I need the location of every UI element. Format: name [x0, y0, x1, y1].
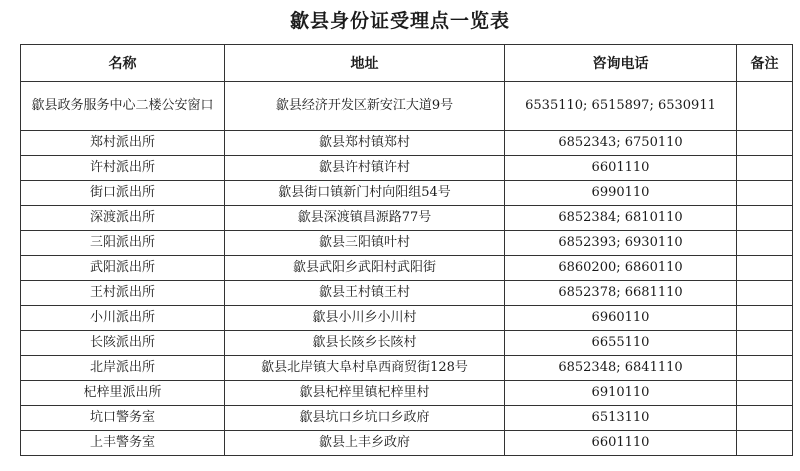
cell-phone: 6990110 [505, 181, 737, 206]
cell-address: 歙县杞梓里镇杞梓里村 [225, 381, 505, 406]
header-name: 名称 [21, 45, 225, 82]
cell-address: 歙县长陔乡长陔村 [225, 331, 505, 356]
cell-phone: 6601110 [505, 156, 737, 181]
cell-note [737, 381, 793, 406]
table-header-row [21, 45, 793, 82]
cell-address: 歙县三阳镇叶村 [225, 231, 505, 256]
table-row [21, 256, 793, 281]
cell-address: 歙县武阳乡武阳村武阳街 [225, 256, 505, 281]
cell-phone: 6910110 [505, 381, 737, 406]
cell-phone: 6852384; 6810110 [505, 206, 737, 231]
cell-note [737, 82, 793, 131]
cell-note [737, 131, 793, 156]
cell-name: 武阳派出所 [21, 256, 225, 281]
cell-address: 歙县经济开发区新安江大道9号 [225, 82, 505, 131]
cell-note [737, 206, 793, 231]
cell-note [737, 406, 793, 431]
header-note: 备注 [737, 45, 793, 82]
cell-name: 上丰警务室 [21, 431, 225, 456]
cell-note [737, 431, 793, 456]
cell-name: 小川派出所 [21, 306, 225, 331]
cell-name: 许村派出所 [21, 156, 225, 181]
cell-address: 歙县北岸镇大阜村阜西商贸街128号 [225, 356, 505, 381]
table-row [21, 406, 793, 431]
cell-address: 歙县街口镇新门村向阳组54号 [225, 181, 505, 206]
table-row [21, 82, 793, 131]
cell-address: 歙县上丰乡政府 [225, 431, 505, 456]
cell-name: 歙县政务服务中心二楼公安窗口 [21, 82, 225, 131]
cell-phone: 6960110 [505, 306, 737, 331]
cell-phone: 6852393; 6930110 [505, 231, 737, 256]
header-address: 地址 [225, 45, 505, 82]
table-row [21, 431, 793, 456]
cell-note [737, 156, 793, 181]
cell-name: 街口派出所 [21, 181, 225, 206]
cell-note [737, 306, 793, 331]
cell-name: 坑口警务室 [21, 406, 225, 431]
cell-address: 歙县坑口乡坑口乡政府 [225, 406, 505, 431]
cell-note [737, 281, 793, 306]
cell-note [737, 256, 793, 281]
cell-phone: 6655110 [505, 331, 737, 356]
cell-phone: 6513110 [505, 406, 737, 431]
cell-name: 王村派出所 [21, 281, 225, 306]
service-points-table [20, 44, 793, 456]
cell-name: 深渡派出所 [21, 206, 225, 231]
cell-note [737, 231, 793, 256]
table-row [21, 306, 793, 331]
cell-name: 杞梓里派出所 [21, 381, 225, 406]
cell-phone: 6535110; 6515897; 6530911 [505, 82, 737, 131]
table-row [21, 356, 793, 381]
table-row [21, 181, 793, 206]
cell-name: 郑村派出所 [21, 131, 225, 156]
cell-phone: 6860200; 6860110 [505, 256, 737, 281]
cell-phone: 6601110 [505, 431, 737, 456]
page-title: 歙县身份证受理点一览表 [289, 10, 510, 32]
header-phone: 咨询电话 [505, 45, 737, 82]
cell-name: 长陔派出所 [21, 331, 225, 356]
cell-note [737, 356, 793, 381]
cell-note [737, 181, 793, 206]
cell-address: 歙县郑村镇郑村 [225, 131, 505, 156]
cell-phone: 6852343; 6750110 [505, 131, 737, 156]
table-row [21, 331, 793, 356]
table-row [21, 156, 793, 181]
cell-name: 三阳派出所 [21, 231, 225, 256]
cell-note [737, 331, 793, 356]
table-row [21, 281, 793, 306]
cell-address: 歙县深渡镇昌源路77号 [225, 206, 505, 231]
table-row [21, 131, 793, 156]
cell-phone: 6852378; 6681110 [505, 281, 737, 306]
cell-address: 歙县许村镇许村 [225, 156, 505, 181]
table-row [21, 381, 793, 406]
table-row [21, 231, 793, 256]
cell-address: 歙县王村镇王村 [225, 281, 505, 306]
cell-phone: 6852348; 6841110 [505, 356, 737, 381]
table-row [21, 206, 793, 231]
cell-name: 北岸派出所 [21, 356, 225, 381]
cell-address: 歙县小川乡小川村 [225, 306, 505, 331]
